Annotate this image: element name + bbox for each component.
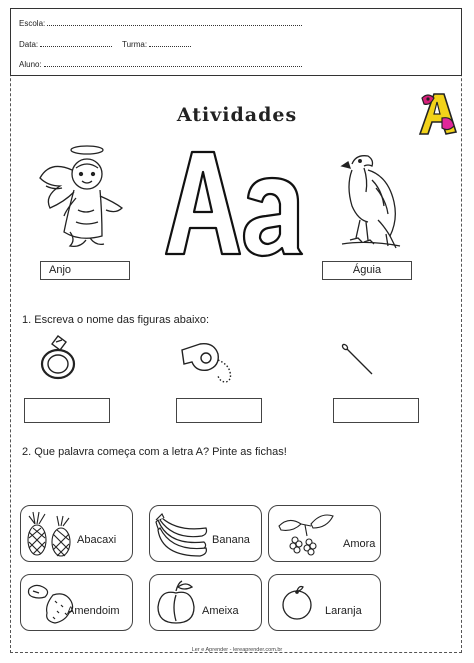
escola-field[interactable] <box>47 19 302 26</box>
angel-icon <box>30 140 135 252</box>
card-banana[interactable] <box>149 505 262 562</box>
letter-a-badge-icon <box>412 88 462 138</box>
aluno-field[interactable] <box>44 60 302 67</box>
card-laranja-label: Laranja <box>325 605 362 617</box>
card-amendoim[interactable] <box>20 574 133 631</box>
answer-box-ring[interactable] <box>24 398 110 423</box>
anjo-label-box <box>40 261 130 280</box>
whistle-icon <box>178 340 242 384</box>
footer-credit: Ler e Aprender - lereaprender.com.br <box>191 647 283 653</box>
needle-icon <box>340 342 374 376</box>
data-field[interactable] <box>40 40 112 47</box>
question-1: 1. Escreva o nome das figuras abaixo: <box>22 314 210 326</box>
card-abacaxi[interactable] <box>20 505 133 562</box>
answer-box-needle[interactable] <box>333 398 419 423</box>
aguia-label-box <box>322 261 412 280</box>
data-label: Data: <box>19 40 39 49</box>
data-line <box>19 40 112 49</box>
card-ameixa[interactable] <box>149 574 262 631</box>
card-ameixa-label: Ameixa <box>202 605 239 617</box>
card-laranja[interactable] <box>268 574 381 631</box>
turma-field[interactable] <box>149 40 191 47</box>
card-banana-label: Banana <box>212 534 250 546</box>
turma-label: Turma: <box>122 40 148 49</box>
eagle-icon <box>338 150 408 252</box>
aluno-label: Aluno: <box>19 60 42 69</box>
card-amora-label: Amora <box>343 538 376 550</box>
aluno-line <box>19 60 302 69</box>
card-abacaxi-label: Abacaxi <box>77 534 117 546</box>
page-title: Atividades <box>176 104 298 126</box>
escola-label: Escola: <box>19 19 46 28</box>
turma-line <box>122 40 191 49</box>
anjo-label: Anjo <box>49 264 72 276</box>
question-2: 2. Que palavra começa com a letra A? Pinte as fichas! <box>22 446 287 458</box>
card-amora[interactable] <box>268 505 381 562</box>
escola-line <box>19 19 302 28</box>
answer-box-whistle[interactable] <box>176 398 262 423</box>
plum-icon <box>154 579 198 627</box>
peanut-icon <box>25 581 77 627</box>
blackberry-icon <box>277 510 335 558</box>
ring-icon <box>38 334 80 382</box>
card-amendoim-label: Amendoim <box>67 605 120 617</box>
big-letters-aa <box>162 148 307 258</box>
orange-icon <box>277 583 317 623</box>
aguia-label: Águia <box>352 264 382 276</box>
banana-icon <box>154 512 210 558</box>
pineapple-icon <box>25 510 75 558</box>
